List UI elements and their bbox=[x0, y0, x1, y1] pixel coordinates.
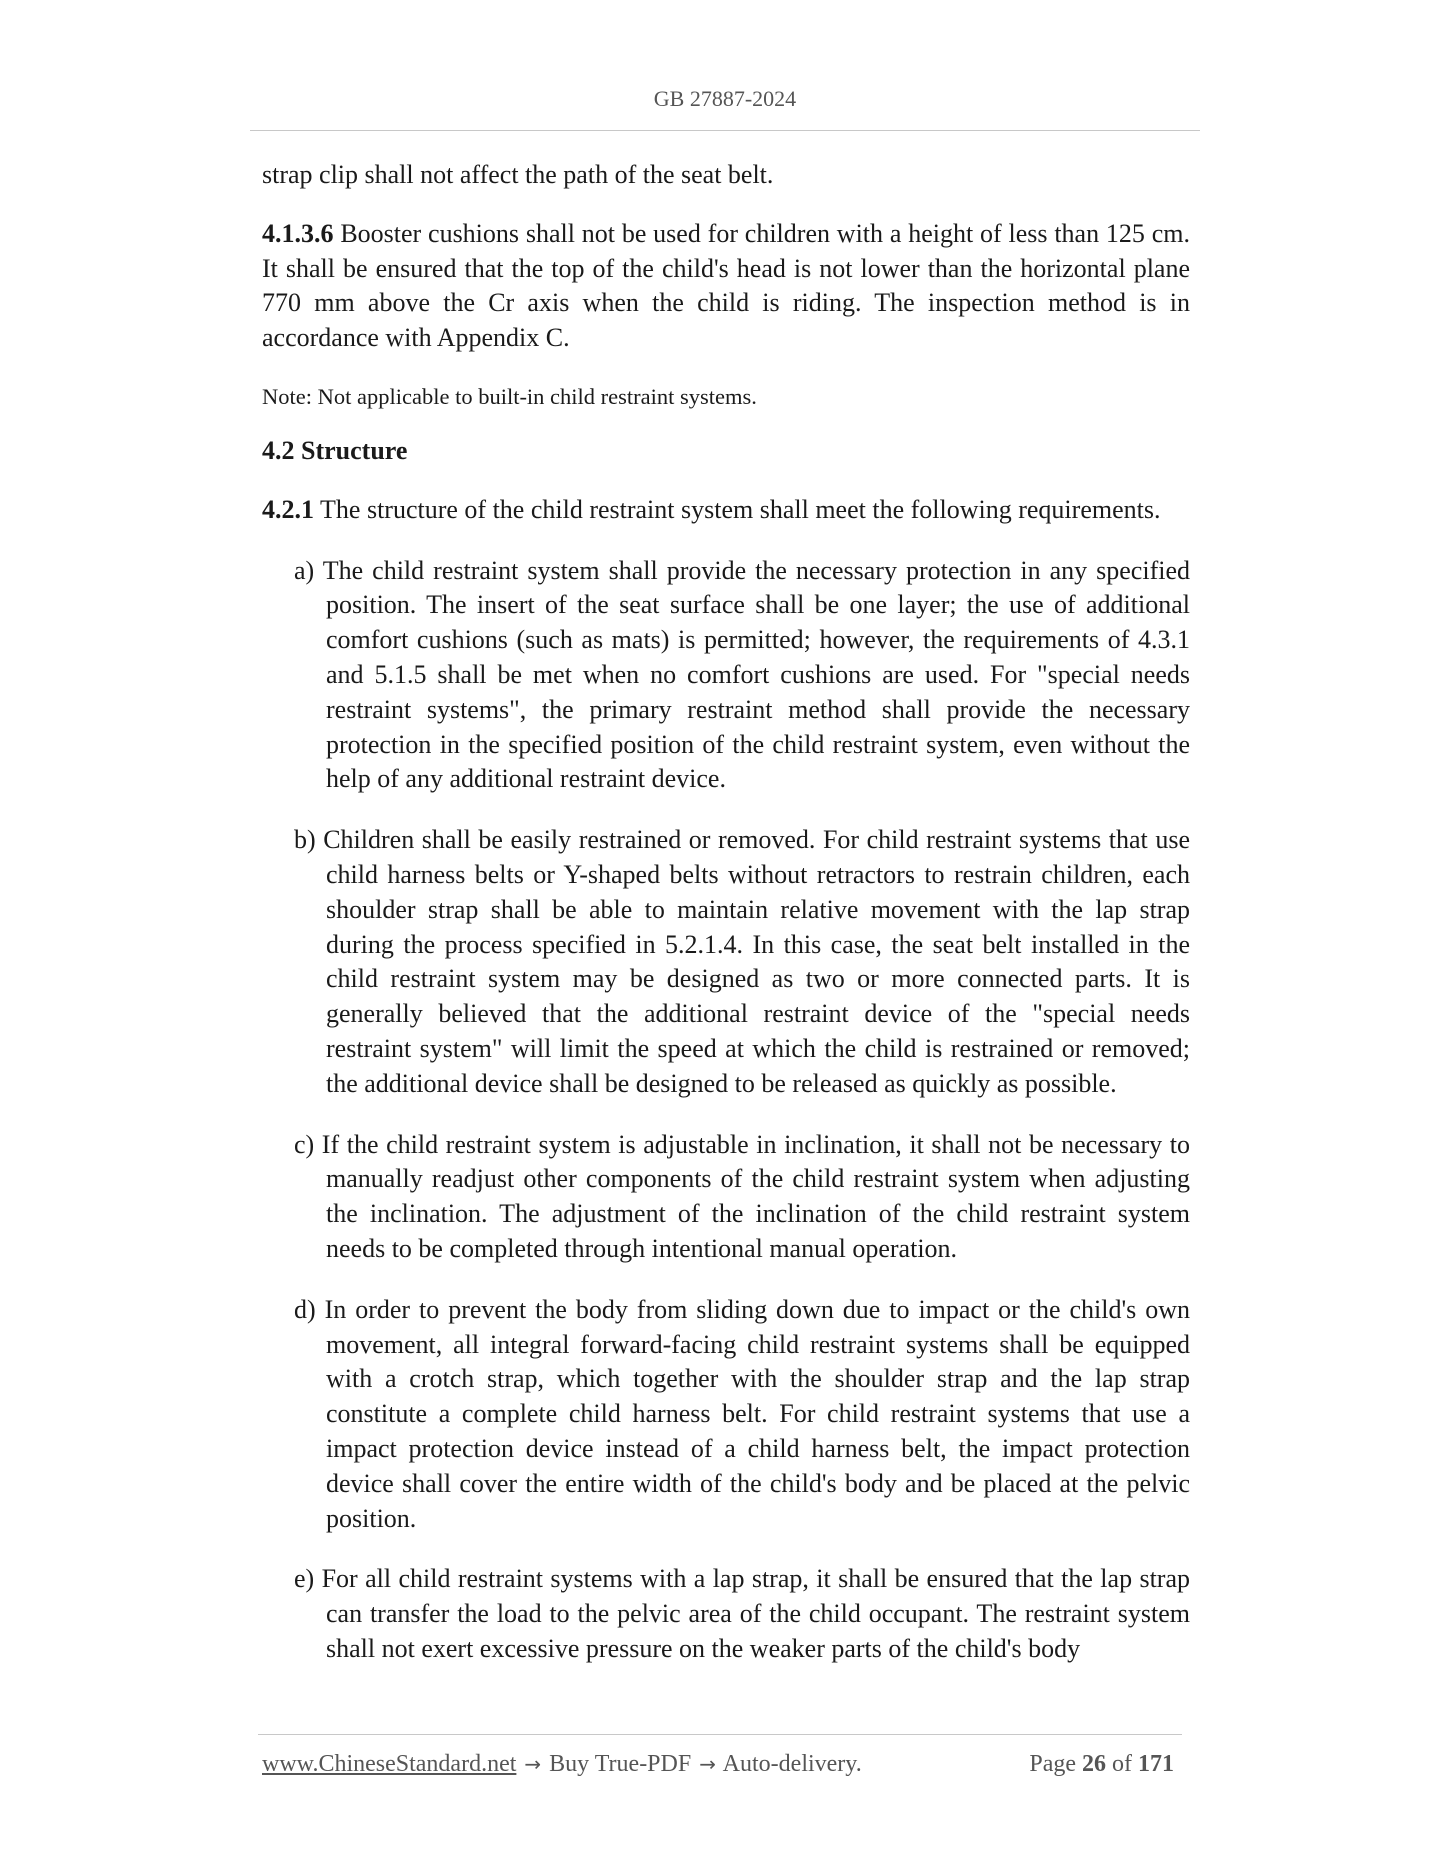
section-heading: 4.2 Structure bbox=[262, 435, 408, 465]
note-paragraph: Note: Not applicable to built-in child restraint systems. bbox=[262, 383, 757, 409]
auto-delivery-text: Auto-delivery. bbox=[722, 1751, 862, 1777]
page-current: 26 bbox=[1082, 1751, 1106, 1777]
document-body bbox=[262, 158, 1190, 1667]
clause-text: The structure of the child restraint system shall meet the following requirements. bbox=[314, 494, 1161, 524]
clause-4-1-3-6 bbox=[262, 217, 1190, 356]
page-footer bbox=[262, 1751, 1182, 1778]
list-item-d: d) In order to prevent the body from sliding down due to impact or the child's own movement, all integral forward-facing child restraint systems shall be equipped with a crotch strap, which together with the shoulder strap and the lap strap constitute a complete child harness belt. For child restraint systems that use a impact protection device instead of a child harness belt, the impact protection device shall cover the entire width of the child's body and be placed at the pelvic position. bbox=[294, 1294, 1190, 1533]
page-total: 171 bbox=[1138, 1751, 1174, 1777]
clause-4-2-1 bbox=[262, 493, 1190, 528]
clause-number: 4.1.3.6 bbox=[262, 218, 334, 248]
continuation-paragraph: strap clip shall not affect the path of the seat belt. bbox=[262, 160, 774, 189]
list-item-b: b) Children shall be easily restrained or removed. For child restraint systems that use child harness belts or Y-shaped belts without retractors to restrain children, each shoulder strap shall be able to maintain relative movement with the lap strap during the process specified in 5.2.1.4. In this case, the seat belt installed in the child restraint system may be designed as two or more connected parts. It is generally believed that the additional restraint device of the "special needs restraint system" will limit the speed at which the child is restrained or removed; the additional device shall be designed to be released as quickly as possible. bbox=[294, 825, 1190, 1098]
page-number bbox=[1029, 1751, 1174, 1778]
arrow-right-icon: → bbox=[524, 1752, 542, 1776]
buy-pdf-text: Buy True-PDF bbox=[549, 1751, 692, 1777]
page-label: Page bbox=[1029, 1751, 1076, 1777]
list-item-c: c) If the child restraint system is adjustable in inclination, it shall not be necessary to manually readjust other components of the child restraint system when adjusting the inclination. The adjustment of the inclination of the child restraint system needs to be completed through intentional manual operation. bbox=[294, 1129, 1190, 1263]
list-item-e: e) For all child restraint systems with a lap strap, it shall be ensured that the lap strap can transfer the load to the pelvic area of the child occupant. The restraint system shall not exert excessive pressure on the weaker parts of the child's body bbox=[294, 1564, 1190, 1663]
list-item-a: a) The child restraint system shall provide the necessary protection in any specified position. The insert of the seat surface shall be one layer; the use of additional comfort cushions (such as mats) is permitted; however, the requirements of 4.3.1 and 5.1.5 shall be met when no comfort cushions are used. For "special needs restraint systems", the primary restraint method shall provide the necessary protection in the specified position of the child restraint system, even without the help of any additional restraint device. bbox=[294, 555, 1190, 794]
arrow-right-icon: → bbox=[699, 1752, 716, 1776]
clause-number: 4.2.1 bbox=[262, 494, 314, 524]
page-of: of bbox=[1112, 1751, 1132, 1777]
clause-text: Booster cushions shall not be used for children with a height of less than 125 cm. It shall be ensured that the top of the child's head is not lower than the horizontal plane 770 mm above the Cr axis when the child is riding. The inspection method is in accordance with Appendix C. bbox=[262, 218, 1190, 353]
document-header-title: GB 27887-2024 bbox=[653, 86, 797, 111]
footer-divider bbox=[258, 1734, 1182, 1735]
header-divider bbox=[250, 130, 1200, 131]
website-link[interactable]: www.ChineseStandard.net bbox=[262, 1751, 517, 1777]
